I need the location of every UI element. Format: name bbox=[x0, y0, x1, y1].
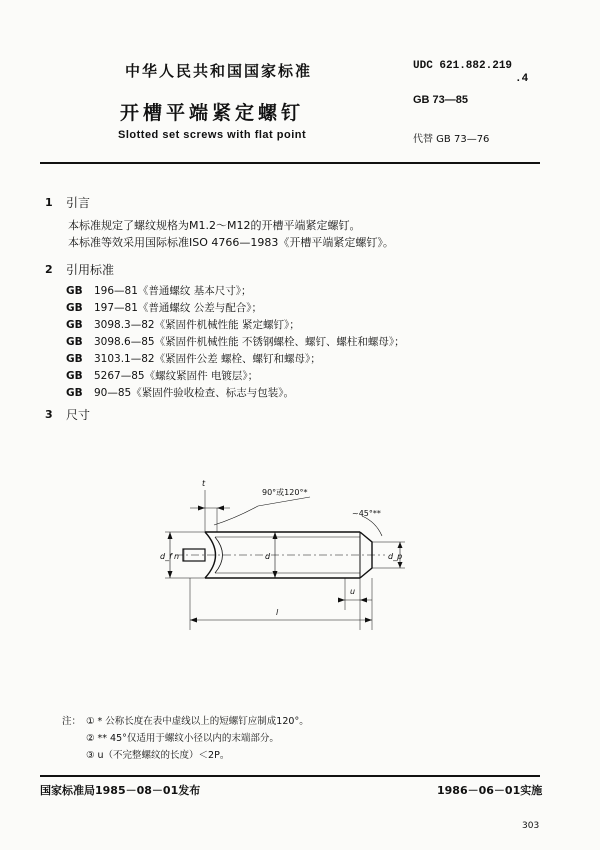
head-angle-leader-ext bbox=[258, 497, 310, 506]
section-3-number: 3 bbox=[45, 408, 53, 421]
section-2-number: 2 bbox=[45, 263, 53, 276]
section-1-title: 引言 bbox=[66, 196, 91, 210]
reference-item bbox=[66, 300, 262, 315]
standard-header: 中华人民共和国国家标准 bbox=[125, 62, 313, 80]
label-t: t bbox=[202, 479, 206, 488]
label-u: u bbox=[350, 587, 356, 596]
arrowhead bbox=[398, 562, 403, 568]
arrowhead bbox=[360, 598, 367, 603]
reference-code: GB bbox=[66, 285, 83, 297]
note-item: ① * 公称长度在表中虚线以上的短螺钉应制成120°。 bbox=[86, 716, 309, 727]
arrowhead bbox=[168, 532, 173, 539]
label-l: l bbox=[276, 608, 279, 617]
document-title-cn: 开槽平端紧定螺钉 bbox=[120, 102, 305, 124]
arrowhead bbox=[273, 532, 278, 539]
reference-item bbox=[66, 317, 300, 332]
arrowhead bbox=[198, 506, 205, 511]
tip-angle-arc bbox=[362, 516, 382, 536]
section-1-para-1: 本标准规定了螺纹规格为M1.2～M12的开槽平端紧定螺钉。 bbox=[68, 219, 361, 232]
arrowhead bbox=[190, 618, 197, 623]
note-item: ② ** 45°仅适用于螺纹小径以内的末端部分。 bbox=[86, 733, 279, 744]
standard-number: GB 73—85 bbox=[413, 94, 469, 106]
reference-item bbox=[66, 283, 252, 298]
reference-code: GB bbox=[66, 336, 83, 348]
document-title-en: Slotted set screws with flat point bbox=[118, 129, 307, 141]
replaces-standard: 代替 GB 73—76 bbox=[413, 134, 490, 145]
arrowhead bbox=[338, 598, 345, 603]
udc-line-2: .4 bbox=[515, 73, 529, 85]
footer-divider bbox=[40, 775, 540, 777]
section-1-number: 1 bbox=[45, 196, 53, 209]
label-dp: d_p bbox=[388, 552, 403, 561]
reference-text: 3098.3—82《紧固件机械性能 紧定螺钉》； bbox=[94, 319, 300, 331]
reference-item bbox=[66, 385, 294, 400]
reference-text: 3098.6—85《紧固件机械性能 不锈钢螺栓、螺钉、螺柱和螺母》； bbox=[94, 336, 405, 348]
issue-date: 国家标准局1985－08－01发布 bbox=[40, 784, 201, 797]
notes-prefix: 注： bbox=[62, 716, 82, 727]
arrowhead bbox=[168, 571, 173, 578]
set-screw-drawing bbox=[0, 470, 600, 640]
label-df: d_f bbox=[160, 552, 172, 561]
reference-item bbox=[66, 368, 258, 383]
reference-code: GB bbox=[66, 319, 83, 331]
effective-date: 1986－06－01实施 bbox=[437, 784, 543, 797]
arrowhead bbox=[217, 506, 224, 511]
udc-line-1: UDC 621.882.219 bbox=[413, 60, 513, 72]
reference-code: GB bbox=[66, 370, 83, 382]
reference-code: GB bbox=[66, 302, 83, 314]
arrowhead bbox=[273, 571, 278, 578]
section-3-title: 尺寸 bbox=[66, 408, 91, 422]
reference-text: 197—81《普通螺纹 公差与配合》； bbox=[94, 302, 262, 314]
label-n: n bbox=[174, 552, 180, 561]
arrowhead bbox=[398, 542, 403, 548]
section-2-title: 引用标准 bbox=[66, 263, 115, 277]
reference-item bbox=[66, 334, 405, 349]
label-head-angle: 90°或120°* bbox=[262, 488, 308, 497]
reference-code: GB bbox=[66, 387, 83, 399]
reference-code: GB bbox=[66, 353, 83, 365]
label-tip-angle: ~45°** bbox=[352, 509, 381, 518]
reference-item bbox=[66, 351, 321, 366]
arrowhead bbox=[365, 618, 372, 623]
udc-code bbox=[413, 60, 528, 86]
section-1-para-2: 本标准等效采用国际标准ISO 4766—1983《开槽平端紧定螺钉》。 bbox=[68, 236, 394, 249]
reference-text: 5267—85《螺纹紧固件 电镀层》； bbox=[94, 370, 259, 382]
page-number: 303 bbox=[522, 821, 540, 831]
note-item: ③ u（不完整螺纹的长度）＜2P。 bbox=[86, 750, 230, 761]
reference-text: 3103.1—82《紧固件公差 螺栓、螺钉和螺母》； bbox=[94, 353, 321, 365]
header-divider bbox=[40, 162, 540, 164]
reference-text: 90—85《紧固件验收检查、标志与包装》。 bbox=[94, 387, 294, 399]
label-d: d bbox=[265, 552, 271, 561]
reference-text: 196—81《普通螺纹 基本尺寸》； bbox=[94, 285, 252, 297]
